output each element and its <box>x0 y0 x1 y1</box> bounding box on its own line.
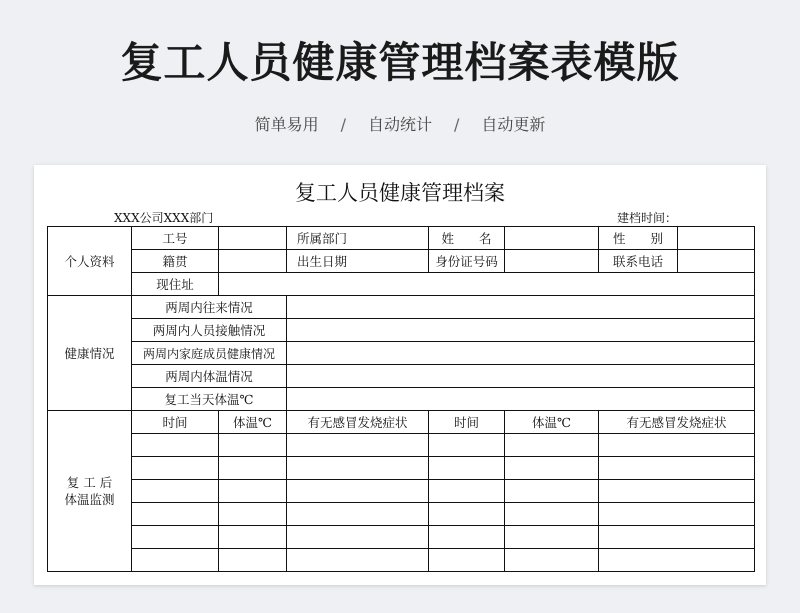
header-time: 时间 <box>429 411 505 434</box>
label-gender: 性 别 <box>599 227 678 250</box>
date-label: 建档时间： <box>617 211 678 225</box>
table-row <box>48 296 755 319</box>
cell[interactable] <box>429 434 505 457</box>
feature-tagline <box>0 112 800 135</box>
table-row <box>48 411 755 434</box>
cell[interactable] <box>219 457 287 480</box>
cell[interactable] <box>429 549 505 572</box>
label-birth-date: 出生日期 <box>287 250 429 273</box>
cell[interactable] <box>429 526 505 549</box>
cell[interactable] <box>132 549 219 572</box>
table-row <box>48 457 755 480</box>
value-health-item[interactable] <box>287 342 755 365</box>
label-address: 现住址 <box>132 273 219 296</box>
cell[interactable] <box>219 503 287 526</box>
table-row <box>48 434 755 457</box>
monitoring-label-line2: 体温监测 <box>64 492 115 507</box>
cell[interactable] <box>505 480 599 503</box>
header-symptoms: 有无感冒发烧症状 <box>599 411 755 434</box>
table-row <box>48 273 755 296</box>
cell[interactable] <box>287 526 429 549</box>
cell[interactable] <box>599 526 755 549</box>
cell[interactable] <box>599 503 755 526</box>
label-phone: 联系电话 <box>599 250 678 273</box>
label-health-item: 两周内往来情况 <box>132 296 287 319</box>
label-health-item: 两周内家庭成员健康情况 <box>132 342 287 365</box>
feature-auto-update: 自动更新 <box>481 115 546 134</box>
cell[interactable] <box>287 434 429 457</box>
department-label: XXX公司XXX部门 <box>114 211 214 225</box>
value-employee-id[interactable] <box>219 227 287 250</box>
table-row <box>48 365 755 388</box>
cell[interactable] <box>599 457 755 480</box>
label-department: 所属部门 <box>287 227 429 250</box>
section-monitoring <box>48 411 132 572</box>
cell[interactable] <box>505 434 599 457</box>
label-health-item: 两周内体温情况 <box>132 365 287 388</box>
value-health-item[interactable] <box>287 319 755 342</box>
health-record-table <box>47 226 755 572</box>
label-health-item: 两周内人员接触情况 <box>132 319 287 342</box>
cell[interactable] <box>429 457 505 480</box>
value-name[interactable] <box>505 227 599 250</box>
cell[interactable] <box>599 480 755 503</box>
monitoring-label-line1: 复 工 后 <box>66 475 113 490</box>
cell[interactable] <box>219 526 287 549</box>
header-temp: 体温℃ <box>219 411 287 434</box>
cell[interactable] <box>287 503 429 526</box>
value-gender[interactable] <box>678 227 755 250</box>
cell[interactable] <box>287 457 429 480</box>
table-row <box>48 549 755 572</box>
cell[interactable] <box>287 549 429 572</box>
table-row <box>48 227 755 250</box>
table-row <box>48 319 755 342</box>
cell[interactable] <box>287 480 429 503</box>
cell[interactable] <box>599 434 755 457</box>
value-health-item[interactable] <box>287 296 755 319</box>
cell[interactable] <box>599 549 755 572</box>
cell[interactable] <box>429 503 505 526</box>
table-row <box>48 503 755 526</box>
value-health-item[interactable] <box>287 388 755 411</box>
table-row <box>48 526 755 549</box>
cell[interactable] <box>505 457 599 480</box>
value-phone[interactable] <box>678 250 755 273</box>
document-title: 复工人员健康管理档案 <box>295 181 505 205</box>
separator: / <box>340 115 346 134</box>
table-row <box>48 250 755 273</box>
value-origin[interactable] <box>219 250 287 273</box>
cell[interactable] <box>132 480 219 503</box>
cell[interactable] <box>132 503 219 526</box>
cell[interactable] <box>505 503 599 526</box>
cell[interactable] <box>132 457 219 480</box>
table-row <box>48 480 755 503</box>
banner-title: 复工人员健康管理档案表模版 <box>120 38 680 87</box>
header-time: 时间 <box>132 411 219 434</box>
table-row <box>48 388 755 411</box>
label-employee-id: 工号 <box>132 227 219 250</box>
cell[interactable] <box>219 549 287 572</box>
cell[interactable] <box>505 549 599 572</box>
header-symptoms: 有无感冒发烧症状 <box>287 411 429 434</box>
cell[interactable] <box>132 526 219 549</box>
label-origin: 籍贯 <box>132 250 219 273</box>
label-name: 姓 名 <box>429 227 505 250</box>
cell[interactable] <box>219 480 287 503</box>
value-health-item[interactable] <box>287 365 755 388</box>
cell[interactable] <box>505 526 599 549</box>
label-health-item: 复工当天体温℃ <box>132 388 287 411</box>
header-temp: 体温℃ <box>505 411 599 434</box>
value-address[interactable] <box>219 273 755 296</box>
cell[interactable] <box>132 434 219 457</box>
feature-easy: 简单易用 <box>254 115 319 134</box>
document-sheet <box>34 165 766 585</box>
label-id-number: 身份证号码 <box>429 250 505 273</box>
section-health: 健康情况 <box>48 296 132 411</box>
cell[interactable] <box>219 434 287 457</box>
value-id-number[interactable] <box>505 250 599 273</box>
cell[interactable] <box>429 480 505 503</box>
section-personal: 个人资料 <box>48 227 132 296</box>
table-row <box>48 342 755 365</box>
feature-auto-stats: 自动统计 <box>367 115 432 134</box>
separator: / <box>454 115 460 134</box>
